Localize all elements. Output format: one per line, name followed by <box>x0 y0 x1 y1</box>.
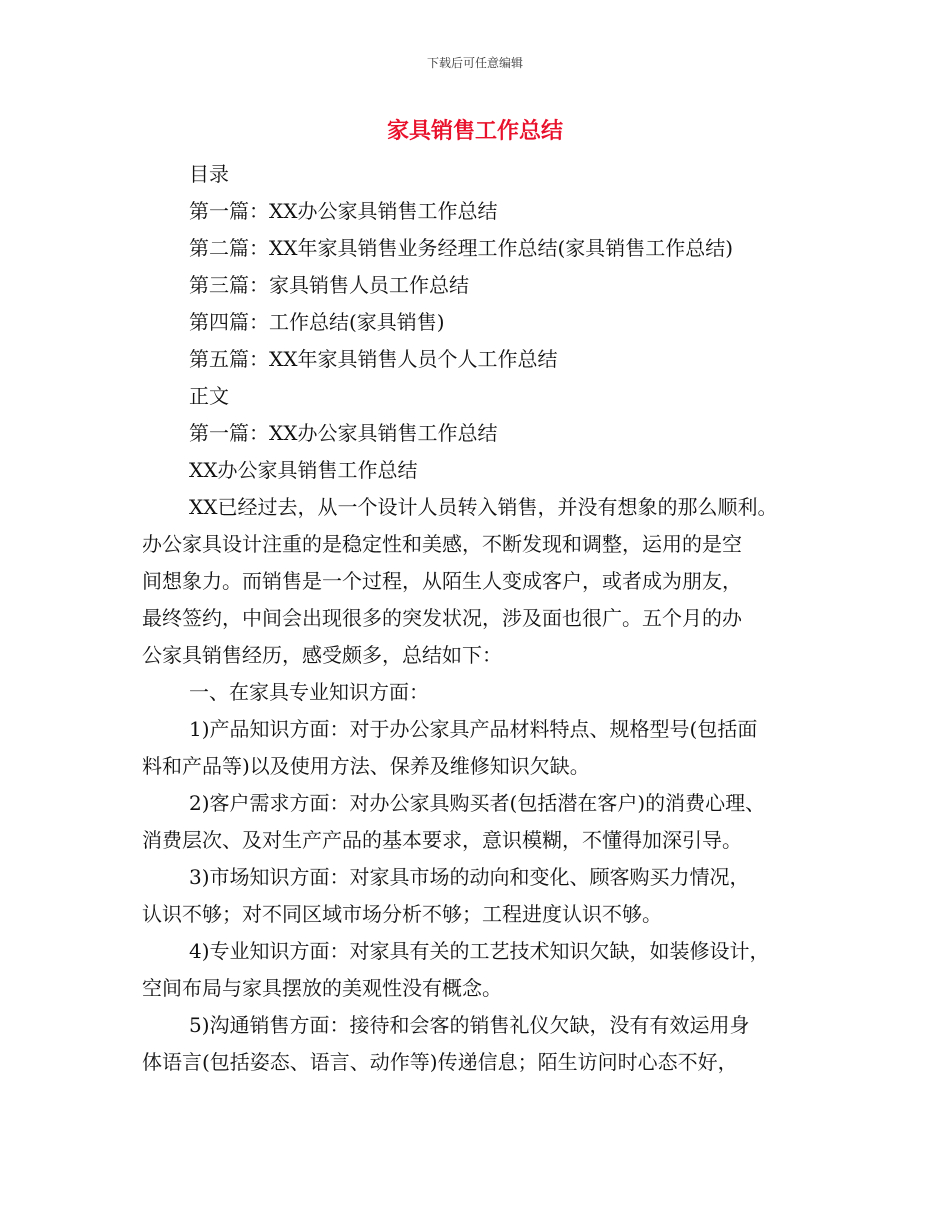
point-line: 空间布局与家具摆放的美观性没有概念。 <box>142 976 502 1000</box>
point-line: 料和产品等)以及使用方法、保养及维修知识欠缺。 <box>142 754 590 778</box>
paragraph-line: 公家具销售经历，感受颇多，总结如下： <box>142 643 502 667</box>
paragraph-line: 间想象力。而销售是一个过程，从陌生人变成客户，或者成为朋友， <box>142 569 742 593</box>
document-body <box>142 156 822 1081</box>
toc-item: 第一篇：XX办公家具销售工作总结 <box>189 199 498 223</box>
header-note: 下载后可任意编辑 <box>426 56 523 70</box>
point-line: 1)产品知识方面：对于办公家具产品材料特点、规格型号(包括面 <box>189 717 758 741</box>
paragraph-line: 最终签约，中间会出现很多的突发状况，涉及面也很广。五个月的办 <box>142 606 742 630</box>
toc-item: 第四篇：工作总结(家具销售) <box>189 310 445 334</box>
toc-item: 第三篇：家具销售人员工作总结 <box>189 273 469 297</box>
paragraph-line: 办公家具设计注重的是稳定性和美感，不断发现和调整，运用的是空 <box>142 532 742 556</box>
point-line: 5)沟通销售方面：接待和会客的销售礼仪欠缺，没有有效运用身 <box>189 1013 750 1037</box>
part-title: 第一篇：XX办公家具销售工作总结 <box>189 421 498 445</box>
paragraph-line: XX已经过去，从一个设计人员转入销售，并没有想象的那么顺利。 <box>189 495 778 519</box>
toc-item: 第二篇：XX年家具销售业务经理工作总结(家具销售工作总结) <box>189 236 734 260</box>
body-heading: 正文 <box>189 384 229 408</box>
point-line: 2)客户需求方面：对办公家具购买者(包括潜在客户)的消费心理、 <box>189 791 766 815</box>
section-heading: 一、在家具专业知识方面： <box>189 680 429 704</box>
toc-heading: 目录 <box>189 162 229 186</box>
point-line: 4)专业知识方面：对家具有关的工艺技术知识欠缺，如装修设计， <box>189 939 770 963</box>
article-subtitle: XX办公家具销售工作总结 <box>189 458 418 482</box>
document-title: 家具销售工作总结 <box>386 119 563 144</box>
point-line: 认识不够；对不同区域市场分析不够；工程进度认识不够。 <box>142 902 662 926</box>
toc-item: 第五篇：XX年家具销售人员个人工作总结 <box>189 347 558 371</box>
point-line: 3)市场知识方面：对家具市场的动向和变化、顾客购买力情况， <box>189 865 750 889</box>
point-line: 消费层次、及对生产产品的基本要求，意识模糊，不懂得加深引导。 <box>142 828 742 852</box>
point-line: 体语言(包括姿态、语言、动作等)传递信息；陌生访问时心态不好， <box>142 1050 738 1074</box>
